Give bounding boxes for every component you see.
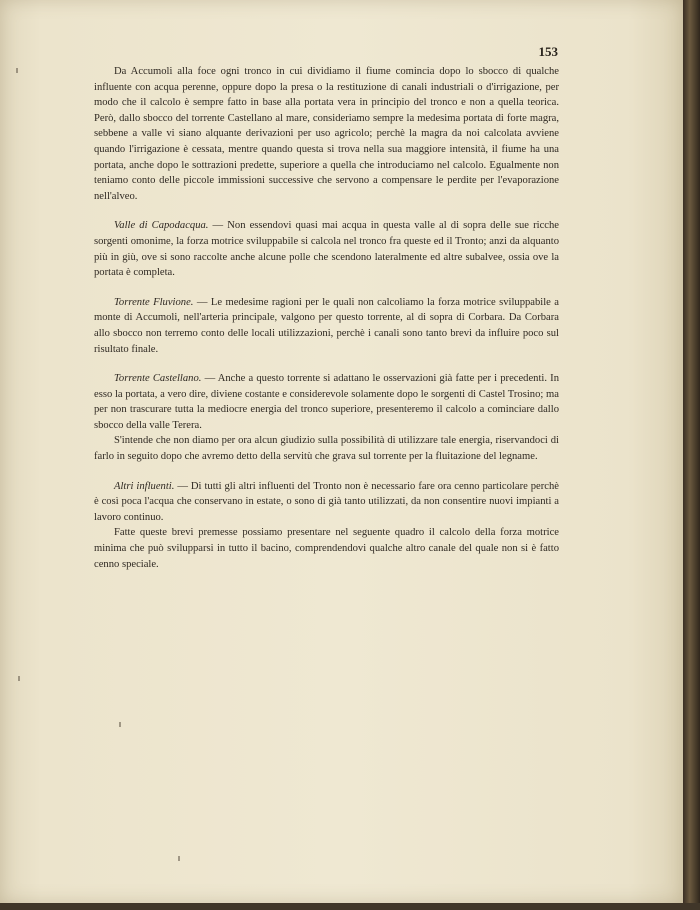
section-heading: Torrente Fluvione. xyxy=(114,296,194,308)
paragraph-text: — Di tutti gli altri influenti del Tronto non è necessario fare ora cenno particolare perchè è così poca l'acqua che conservano in estate, o sono di già tanto utilizzati, da non consentire nuovi impianti a lavoro continuo. xyxy=(94,480,559,523)
paragraph-capodacqua xyxy=(94,218,559,280)
scan-speck xyxy=(16,68,18,73)
paragraph-text: — Anche a questo torrente si adattano le osservazioni già fatte per i precedenti. In esso la portata, a vero dire, diviene costante e considerevole solamente dopo le sorgenti di Castel Trosino; ma per non trascurare tutta la mediocre energia del tronco superiore, presenteremo il calcolo a cominciare dallo sbocco della valle Terera. xyxy=(94,373,559,431)
section-heading: Altri influenti. xyxy=(114,480,175,492)
section-heading: Valle di Capodacqua. xyxy=(114,220,209,232)
paragraph-intro xyxy=(94,64,559,204)
page-bottom-edge xyxy=(0,903,700,910)
paragraph-text: — Le medesime ragioni per le quali non calcoliamo la forza motrice sviluppabile a monte di Accumoli, nell'arteria principale, valgono per questo torrente, al di sopra di Corbara. Da Corbara allo sbocco non terremo conto delle locali utilizzazioni, perchè i canali sono tanto brevi da influire poco sul risultato finale. xyxy=(94,296,559,355)
paragraph-text: Fatte queste brevi premesse possiamo presentare nel seguente quadro il calcolo della forza motrice minima che può svilupparsi in tutto il bacino, comprendendovi qualche altro canale del quale non si è fatto cenno speciale. xyxy=(94,527,559,570)
paragraph-castellano xyxy=(94,371,559,433)
body-text xyxy=(94,64,559,572)
paragraph-castellano-note xyxy=(94,433,559,464)
paragraph-text: S'intende che non diamo per ora alcun giudizio sulla possibilità di utilizzare tale energia, riservandoci di farlo in seguito dopo che avremo detto della servitù che grava sul torrente per la fluitazione del legname. xyxy=(94,435,559,463)
paragraph-conclusion xyxy=(94,525,559,572)
section-heading: Torrente Castellano. xyxy=(114,373,202,385)
scan-speck xyxy=(178,856,180,861)
page-number: 153 xyxy=(538,44,558,59)
scan-speck xyxy=(119,722,121,727)
paragraph-text: — Non essendovi quasi mai acqua in questa valle al di sopra delle sue ricche sorgenti omonime, la forza motrice sviluppabile si calcola nel tronco fra queste ed il Tronto; anzi da alquanto più in giù, ove si sono raccolte anche alcune polle che scendono lateralmente ed altre subalvee, ossia ove la portata è completa. xyxy=(94,220,559,279)
scan-speck xyxy=(18,676,20,681)
paragraph-fluvione xyxy=(94,295,559,357)
paragraph-altri-influenti xyxy=(94,479,559,526)
paragraph-text: Da Accumoli alla foce ogni tronco in cui dividiamo il fiume comincia dopo lo sbocco di qualche influente con acqua perenne, oppure dopo la presa o la restituzione di canali industriali o d'irrigazione, per modo che il calcolo è sempre fatto in base alla portata vera in principio del tronco e non a quella teorica. Però, dallo sbocco del torrente Castellano al mare, consideriamo sempre la medesima portata di forte magra, sebbene a valle vi siano alquante derivazioni per uso agricolo; perchè la magra da noi calcolata avviene quando l'irrigazione è cessata, mentre quando questa si trova nella sua maggiore intensità, il fiume ha una portata, anche dopo le sottrazioni predette, superiore a quella che introduciamo nel calcolo. Egualmente non teniamo conto delle piccole immissioni successive che servono a compensare le perdite per l'evaporazione nell'alveo. xyxy=(94,66,559,202)
book-binding-edge xyxy=(683,0,700,910)
